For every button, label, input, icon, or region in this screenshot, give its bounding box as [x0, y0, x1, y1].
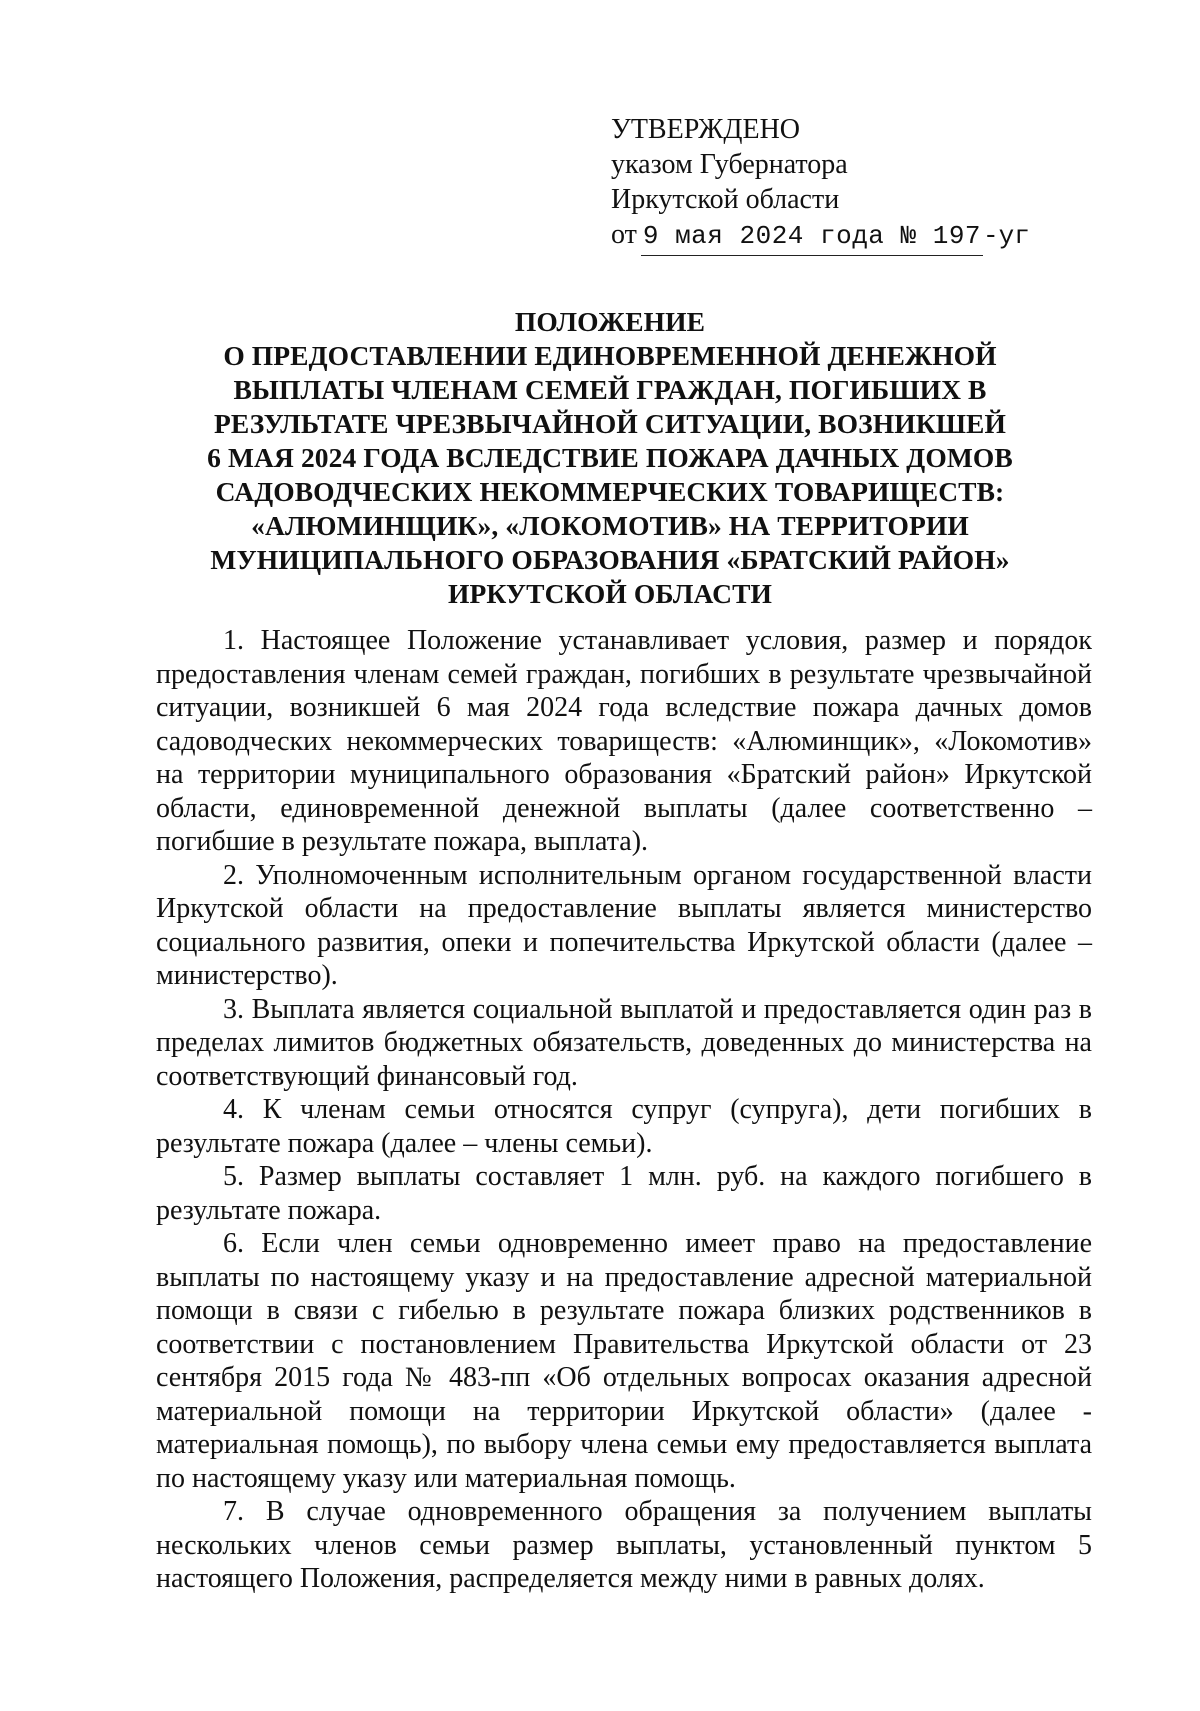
- title-line: ВЫПЛАТЫ ЧЛЕНАМ СЕМЕЙ ГРАЖДАН, ПОГИБШИХ В: [233, 374, 987, 405]
- approval-date-suffix: -уг: [983, 221, 1030, 251]
- paragraph-4: 4. К членам семьи относятся супруг (супруга), дети погибших в результате пожара (далее – члены семьи).: [156, 1094, 1092, 1159]
- title-line: РЕЗУЛЬТАТЕ ЧРЕЗВЫЧАЙНОЙ СИТУАЦИИ, ВОЗНИКШЕЙ: [214, 408, 1006, 439]
- title-line: «АЛЮМИНЩИК», «ЛОКОМОТИВ» НА ТЕРРИТОРИИ: [251, 510, 969, 541]
- approval-decree-line: указом Губернатора: [611, 149, 848, 180]
- paragraph-7: 7. В случае одновременного обращения за получением выплаты нескольких членов семьи размер выплаты, установленный пунктом 5 настоящего Положения, распределяется между ними в равных долях.: [156, 1496, 1092, 1594]
- title-line: О ПРЕДОСТАВЛЕНИИ ЕДИНОВРЕМЕННОЙ ДЕНЕЖНОЙ: [223, 340, 997, 371]
- paragraph-3: 3. Выплата является социальной выплатой и предоставляется один раз в пределах лимитов бюджетных обязательств, доведенных до министерства на соответствующий финансовый год.: [156, 993, 1092, 1092]
- approval-date-value: 9 мая 2024 года № 197: [641, 219, 983, 256]
- approval-date-line: [611, 217, 1031, 256]
- document-title: [150, 305, 1070, 611]
- title-line: ИРКУТСКОЙ ОБЛАСТИ: [447, 578, 773, 609]
- approval-stamp: [611, 112, 1031, 256]
- title-line: ПОЛОЖЕНИЕ: [514, 306, 706, 337]
- approval-date-prefix: от: [611, 219, 637, 250]
- approval-heading: УТВЕРЖДЕНО: [611, 114, 801, 145]
- paragraph-6: 6. Если член семьи одновременно имеет право на предоставление выплаты по настоящему указу и на предоставление адресной материальной помощи в связи с гибелью в результате пожара близких родственников в соответствии с постановлением Правительства Иркутской области от 23 сентября 2015 года № 483-пп «Об отдельных вопросах оказания адресной материальной помощи на территории Иркутской области» (далее - материальная помощь), по выбору члена семьи ему предоставляется выплата по настоящему указу или материальная помощь.: [156, 1228, 1092, 1494]
- paragraph-1: 1. Настоящее Положение устанавливает условия, размер и порядок предоставления членам семей граждан, погибших в результате чрезвычайной ситуации, возникшей 6 мая 2024 года вследствие пожара дачных домов садоводческих некоммерческих товариществ: «Алюминщик», «Локомотив» на территории муниципального образования «Братский район» Иркутской области, единовременной денежной выплаты (далее соответственно – погибшие в результате пожара, выплата).: [156, 625, 1092, 857]
- paragraph-5: 5. Размер выплаты составляет 1 млн. руб. на каждого погибшего в результате пожара.: [156, 1161, 1092, 1226]
- title-line: МУНИЦИПАЛЬНОГО ОБРАЗОВАНИЯ «БРАТСКИЙ РАЙОН»: [210, 544, 1010, 575]
- document-body: [156, 624, 1092, 1596]
- title-line: САДОВОДЧЕСКИХ НЕКОММЕРЧЕСКИХ ТОВАРИЩЕСТВ:: [215, 476, 1005, 507]
- approval-region-line: Иркутской области: [611, 184, 840, 215]
- title-line: 6 МАЯ 2024 ГОДА ВСЛЕДСТВИЕ ПОЖАРА ДАЧНЫХ ДОМОВ: [207, 442, 1013, 473]
- paragraph-2: 2. Уполномоченным исполнительным органом государственной власти Иркутской области на предоставление выплаты является министерство социального развития, опеки и попечительства Иркутской области (далее – министерство).: [156, 859, 1092, 991]
